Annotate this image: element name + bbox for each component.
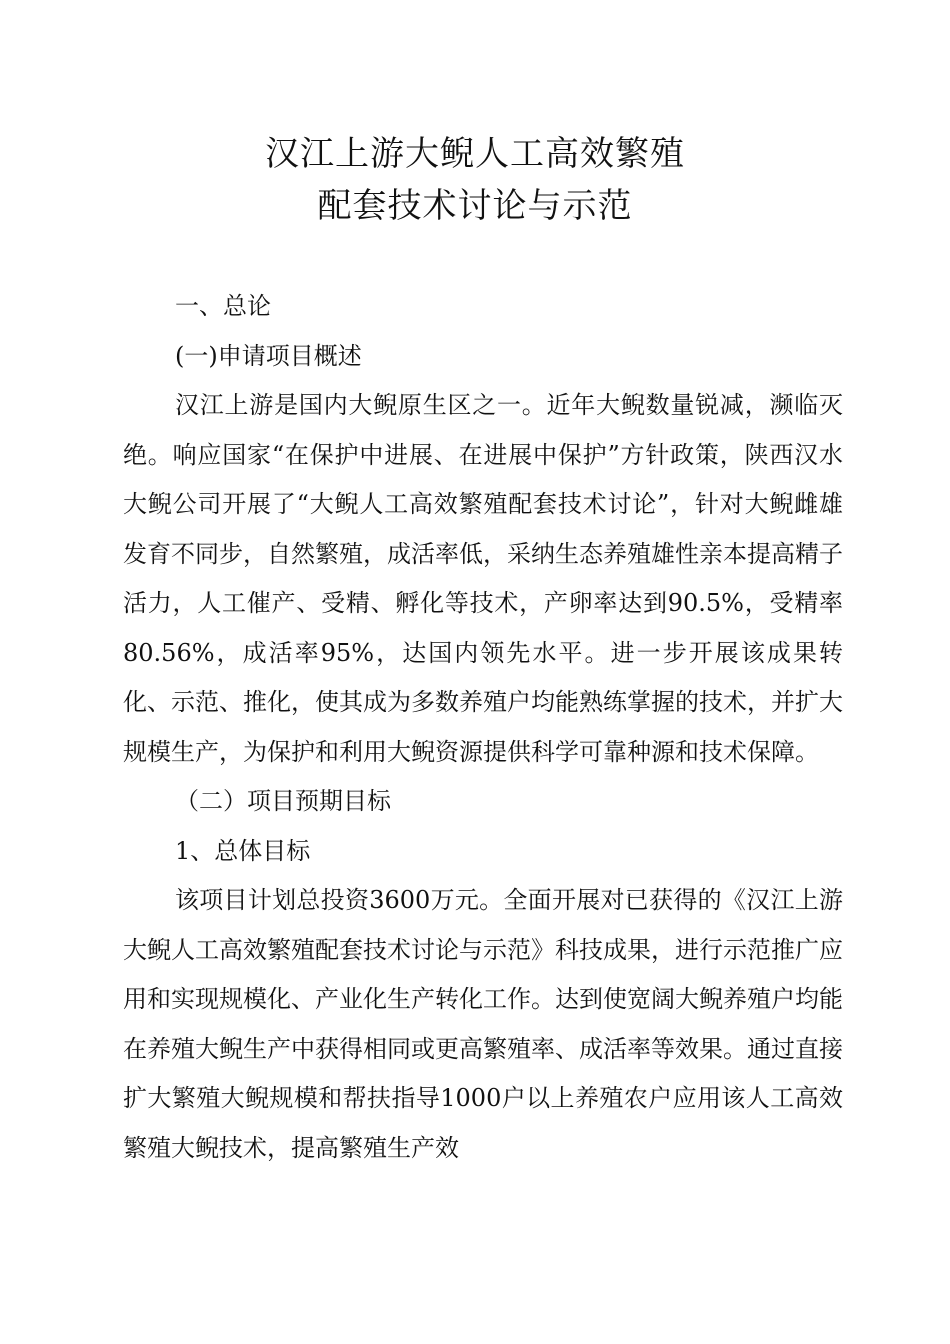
subsection-heading-overview: (一)申请项目概述	[175, 341, 362, 370]
section-heading-general: 一、总论	[175, 292, 271, 320]
document-title-line-2: 配套技术讨论与示范	[317, 186, 633, 226]
paragraph-overall-goal: 该项目计划总投资3600万元。全面开展对已获得的《汉江上游大鲵人工高效繁殖配套技术讨论与示范》科技成果，进行示范推广应用和实现规模化、产业化生产转化工作。达到使宽阔大鲵养殖户均能在养殖大鲵生产中获得相同或更高繁殖率、成活率等效果。通过直接扩大繁殖大鲵规模和帮扶指导1000户以上养殖农户应用该人工高效繁殖大鲵技术，提高繁殖生产效	[123, 886, 843, 1162]
paragraph-overview: 汉江上游是国内大鲵原生区之一。近年大鲵数量锐减，濒临灭绝。响应国家“在保护中进展、在进展中保护”方针政策，陕西汉水大鲵公司开展了“大鲵人工高效繁殖配套技术讨论”，针对大鲵雌雄发育不同步，自然繁殖，成活率低，采纳生态养殖雄性亲本提高精子活力，人工催产、受精、孵化等技术，产卵率达到90.5%，受精率80.56%，成活率95%，达国内领先水平。进一步开展该成果转化、示范、推化，使其成为多数养殖户均能熟练掌握的技术，并扩大规模生产，为保护和利用大鲵资源提供科学可靠种源和技术保障。	[123, 391, 843, 766]
subsection-heading-goals: （二）项目预期目标	[175, 787, 391, 815]
subsection-heading-overall-goal: 1、总体目标	[175, 836, 311, 865]
document-body	[123, 282, 843, 1173]
document-title-line-1: 汉江上游大鲵人工高效繁殖	[265, 134, 685, 174]
